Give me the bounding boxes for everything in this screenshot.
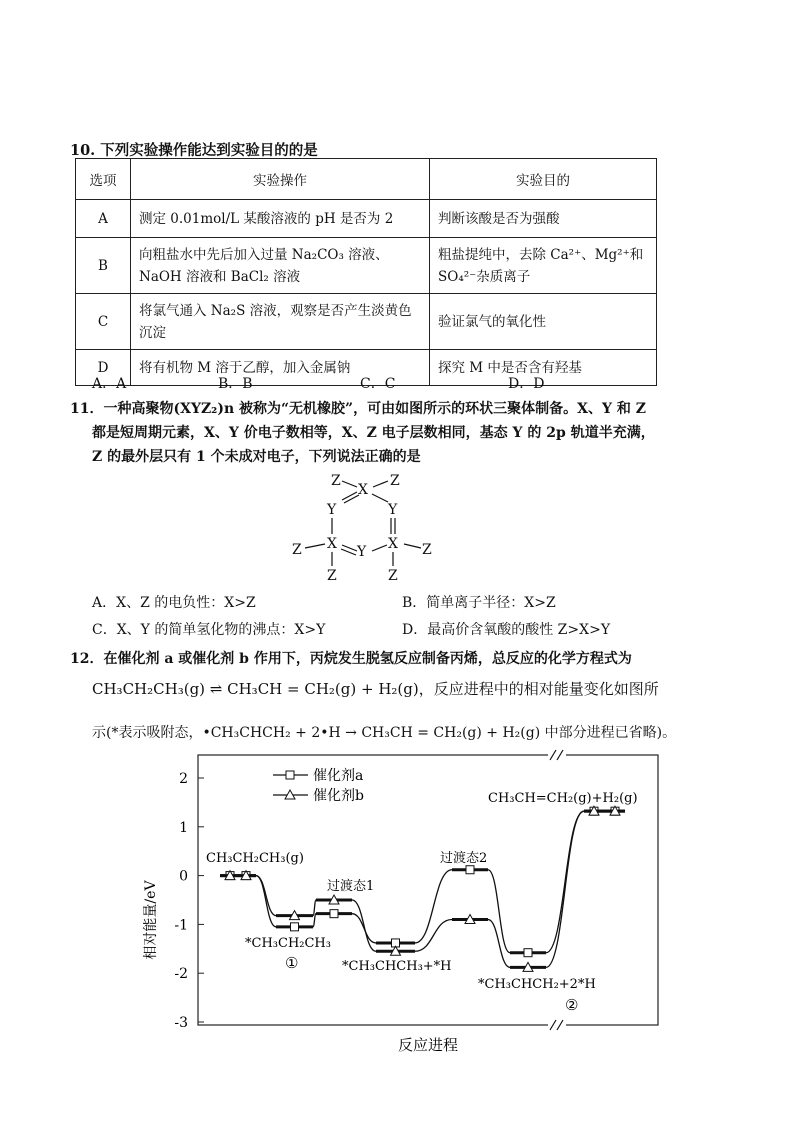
q11-stem-line2: 都是短周期元素，X、Y 价电子数相等，X、Z 电子层数相同，基态 Y 的 2p 轨道半充满，	[92, 425, 655, 441]
atom-z: Z	[331, 473, 341, 489]
atom-x: X	[388, 536, 398, 552]
q11-stem-line1: 11．一种高聚物(XYZ₂)n 被称为“无机橡胶”，可由如图所示的环状三聚体制备。X、Y 和 Z	[70, 401, 646, 417]
state-label-ts2: 过渡态2	[440, 851, 488, 866]
series-line-a	[220, 811, 625, 953]
legend-b-label: 催化剂b	[313, 788, 364, 804]
legend-a-marker	[286, 771, 294, 779]
q11-choice-b[interactable]: B．简单离子半径：X>Z	[402, 595, 556, 611]
atom-y: Y	[357, 544, 367, 560]
data-point-a	[524, 949, 532, 957]
state-label-ts1: 过渡态1	[327, 879, 375, 894]
q11-choice-c[interactable]: C．X、Y 的简单氢化物的沸点：X>Y	[92, 622, 326, 638]
annotation-step2: ②	[565, 996, 579, 1014]
row-option: B	[76, 238, 131, 294]
q12-stem-line3: 示(*表示吸附态，•CH₃CHCH₂ + 2•H → CH₃CH = CH₂(g) + H₂(g) 中部分进程已省略)。	[92, 725, 677, 741]
atom-z: Z	[388, 568, 398, 584]
annotation-step1: ①	[285, 954, 299, 972]
state-label-adsorbed: *CH₃CH₂CH₃	[245, 936, 331, 951]
row-goal: 判断该酸是否为强酸	[430, 200, 657, 238]
y-tick-label: -3	[174, 1015, 188, 1031]
q10-choice-c[interactable]: C．C	[360, 376, 396, 392]
row-goal: 探究 M 中是否含有羟基	[430, 350, 657, 386]
q11-choice-d[interactable]: D．最高价含氧酸的酸性 Z>X>Y	[402, 622, 611, 638]
atom-y: Y	[327, 502, 337, 518]
y-axis-label: 相对能量/eV	[143, 880, 159, 960]
row-option: D	[76, 350, 131, 386]
row-operation: 将氯气通入 Na₂S 溶液，观察是否产生淡黄色沉淀	[131, 294, 430, 350]
y-tick-label: 2	[179, 771, 188, 787]
atom-y: Y	[388, 502, 398, 518]
header-option: 选项	[76, 159, 131, 200]
q11-choice-a[interactable]: A．X、Z 的电负性：X>Z	[92, 595, 256, 611]
state-label-int2: *CH₃CHCH₂+2*H	[478, 977, 596, 992]
header-goal: 实验目的	[430, 159, 657, 200]
data-point-a	[291, 923, 299, 931]
row-option: A	[76, 200, 131, 238]
row-operation: 将有机物 M 溶于乙醇，加入金属钠	[131, 350, 430, 386]
state-label-reactant: CH₃CH₂CH₃(g)	[206, 851, 304, 866]
q10-choice-b[interactable]: B．B	[218, 376, 253, 392]
q12-equation: CH₃CH₂CH₃(g) ⇌ CH₃CH = CH₂(g) + H₂(g)，反应进程中的相对能量变化如图所	[92, 680, 659, 698]
atom-z: Z	[327, 568, 337, 584]
q10-title: 10. 下列实验操作能达到实验目的的是	[70, 142, 318, 159]
y-tick-label: 1	[179, 819, 188, 836]
y-tick-label: 0	[179, 868, 188, 885]
q12-stem-line1: 12．在催化剂 a 或催化剂 b 作用下，丙烷发生脱氢反应制备丙烯，总反应的化学方程式为	[70, 651, 632, 667]
q11-stem-line3: Z 的最外层只有 1 个未成对电子，下列说法正确的是	[92, 449, 421, 465]
row-operation: 测定 0.01mol/L 某酸溶液的 pH 是否为 2	[131, 200, 430, 238]
row-operation: 向粗盐水中先后加入过量 Na₂CO₃ 溶液、NaOH 溶液和 BaCl₂ 溶液	[131, 238, 430, 294]
header-operation: 实验操作	[131, 159, 430, 200]
legend-a-label: 催化剂a	[313, 768, 364, 784]
atom-x: X	[327, 536, 337, 552]
q10-choice-a[interactable]: A．A	[92, 376, 127, 392]
q10-choice-d[interactable]: D．D	[508, 376, 545, 392]
atom-x: X	[358, 482, 368, 498]
atom-z: Z	[422, 542, 432, 558]
data-point-a	[466, 866, 474, 874]
state-label-int1: *CH₃CHCH₃+*H	[342, 959, 452, 974]
atom-z: Z	[292, 542, 302, 558]
x-axis-label: 反应进程	[397, 1036, 459, 1054]
row-goal: 粗盐提纯中，去除 Ca²⁺、Mg²⁺和 SO₄²⁻杂质离子	[430, 238, 657, 294]
atom-z: Z	[390, 473, 400, 489]
y-tick-label: -1	[174, 917, 188, 934]
state-label-product: CH₃CH=CH₂(g)+H₂(g)	[488, 791, 638, 806]
row-goal: 验证氯气的氧化性	[430, 294, 657, 350]
y-tick-label: -2	[174, 966, 188, 983]
row-option: C	[76, 294, 131, 350]
data-point-a	[330, 910, 338, 918]
